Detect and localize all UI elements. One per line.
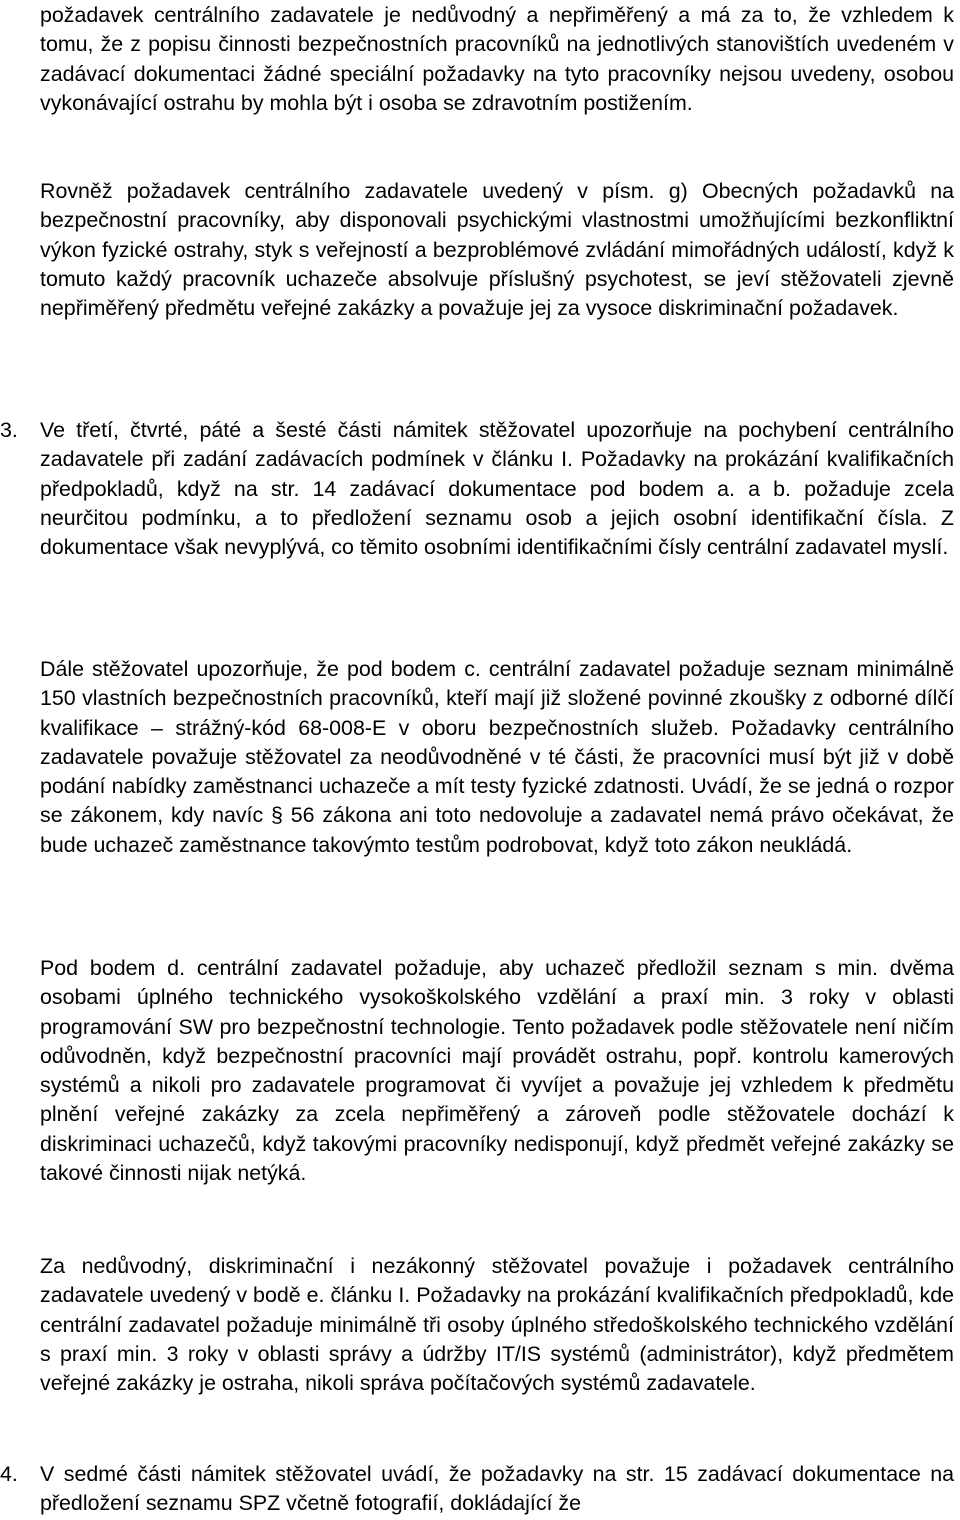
paragraph-continuation: požadavek centrálního zadavatele je nedůvodný a nepřiměřený a má za to, že vzhledem k tomu, že z popisu činnosti bezpečnostních pracovníků na jednotlivých stanovištích uvedeném v zadávací dokumentaci žádné speciální požadavky na tyto pracovníky nejsou uvedeny, osobou vykonávající ostrahu by mohla být i osoba se zdravotním postižením. (40, 3, 954, 115)
paragraph-item-4: V sedmé části námitek stěžovatel uvádí, že požadavky na str. 15 zadávací dokumentace na předložení seznamu SPZ včetně fotografií, dokládající že (40, 1462, 954, 1516)
paragraph-item-3: Ve třetí, čtvrté, páté a šesté části námitek stěžovatel upozorňuje na pochybení centrálního zadavatele při zadání zadávacích podmínek v článku I. Požadavky na prokázání kvalifikačních předpokladů, když na str. 14 zadávací dokumentace pod bodem a. a b. požaduje zcela neurčitou podmínku, a to předložení seznamu osob a jejich osobní identifikační čísla. Z dokumentace však nevyplývá, co těmito osobními identifikačními čísly centrální zadavatel myslí. (40, 418, 954, 560)
numbered-item-4 (0, 1460, 954, 1519)
numbered-item-3 (0, 416, 954, 562)
paragraph-psychotest: Rovněž požadavek centrálního zadavatele uvedený v písm. g) Obecných požadavků na bezpečnostní pracovníky, aby disponovali psychickými vlastnostmi umožňujícími bezkonfliktní výkon fyzické ostrahy, styk s veřejností a bezproblémové zvládání mimořádných událostí, když k tomuto každý pracovník uchazeče absolvuje příslušný psychotest, se jeví stěžovateli zjevně nepřiměřený předmětu veřejné zakázky a považuje jej za vysoce diskriminační požadavek. (40, 179, 954, 321)
paragraph-bod-c: Dále stěžovatel upozorňuje, že pod bodem c. centrální zadavatel požaduje seznam minimálně 150 vlastních bezpečnostních pracovníků, kteří mají již složené povinné zkoušky z odborné dílčí kvalifikace – strážný-kód 68-008-E v oboru bezpečnostních služeb. Požadavky centrálního zadavatele považuje stěžovatel za neodůvodněné v té části, že pracovníci musí být již v době podání nabídky zaměstnanci uchazeče a mít testy fyzické zdatnosti. Uvádí, že se jedná o rozpor se zákonem, kdy navíc § 56 zákona ani toto nedovoluje a zadavatel nemá právo očekávat, že bude uchazeč zaměstnance takovýmto testům podrobovat, když toto zákon neukládá. (40, 657, 954, 857)
paragraph-bod-d: Pod bodem d. centrální zadavatel požaduje, aby uchazeč předložil seznam s min. dvěma osobami úplného technického vysokoškolského vzdělání a praxí min. 3 roky v oblasti programování SW pro bezpečnostní technologie. Tento požadavek podle stěžovatele není ničím odůvodněn, když bezpečnostní pracovníci mají provádět ostrahu, popř. kontrolu kamerových systémů a nikoli pro zadavatele programovat či vyvíjet a považuje jej vzhledem k předmětu plnění veřejné zakázky za zcela nepřiměřený a zároveň podle stěžovatele dochází k diskriminaci uchazečů, když takovými pracovníky nedisponují, když předmět veřejné zakázky se takové činnosti nijak netýká. (40, 956, 954, 1186)
paragraph-bod-e: Za nedůvodný, diskriminační i nezákonný stěžovatel považuje i požadavek centrálního zadavatele uvedený v bodě e. článku I. Požadavky na prokázání kvalifikačních předpokladů, kde centrální zadavatel požaduje minimálně tři osoby úplného středoškolského technického vzdělání s praxí min. 3 roky v oblasti správy a údržby IT/IS systémů (administrátor), když předmětem veřejné zakázky je ostraha, nikoli správa počítačových systémů zadavatele. (40, 1254, 954, 1396)
item-number: 3. (0, 418, 18, 442)
item-number: 4. (0, 1462, 18, 1486)
